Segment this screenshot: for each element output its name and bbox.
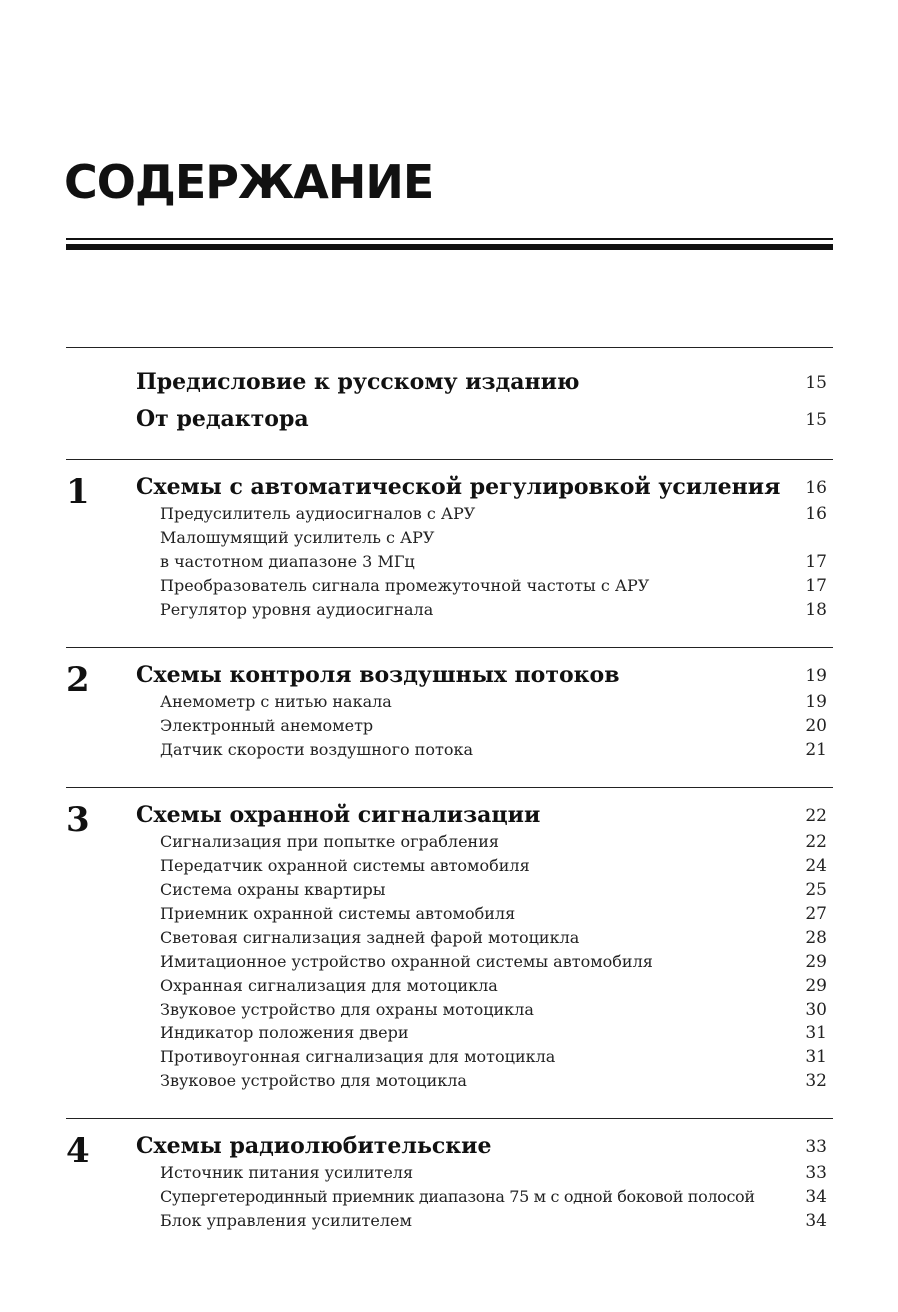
title-rule-thin xyxy=(66,238,833,240)
toc-entry-page: 28 xyxy=(805,928,827,948)
chapter-title: Схемы с автоматической регулировкой усиления xyxy=(136,474,781,500)
toc-entry-page: 18 xyxy=(805,600,827,620)
chapter-page: 22 xyxy=(805,806,827,826)
toc-entry[interactable] xyxy=(0,1187,898,1209)
separator xyxy=(66,787,833,788)
separator xyxy=(66,459,833,460)
toc-entry-page: 17 xyxy=(805,576,827,596)
toc-entry-title: Охранная сигнализация для мотоцикла xyxy=(160,976,498,995)
chapter-page: 33 xyxy=(805,1137,827,1157)
toc-entry-page: 27 xyxy=(805,904,827,924)
toc-entry-title: Регулятор уровня аудиосигнала xyxy=(160,600,434,619)
toc-entry-title: Сигнализация при попытке ограбления xyxy=(160,832,499,851)
toc-entry[interactable] xyxy=(0,904,898,926)
toc-entry[interactable] xyxy=(0,1071,898,1093)
toc-entry-page: 31 xyxy=(805,1047,827,1067)
toc-entry[interactable] xyxy=(0,1047,898,1069)
toc-entry[interactable] xyxy=(0,1163,898,1185)
toc-entry[interactable] xyxy=(0,504,898,526)
chapter-number: 3 xyxy=(66,800,90,840)
chapter-title: Схемы охранной сигнализации xyxy=(136,802,541,828)
chapter-number: 1 xyxy=(66,472,90,512)
toc-entry[interactable] xyxy=(0,976,898,998)
toc-entry-title: Звуковое устройство для охраны мотоцикла xyxy=(160,1000,534,1019)
toc-entry-title: Датчик скорости воздушного потока xyxy=(160,740,473,759)
toc-entry-page: 31 xyxy=(805,1023,827,1043)
toc-entry-title: Система охраны квартиры xyxy=(160,880,386,899)
toc-entry-page: 17 xyxy=(805,552,827,572)
toc-entry-page: 22 xyxy=(805,832,827,852)
toc-entry-title: Противоугонная сигнализация для мотоцикла xyxy=(160,1047,556,1066)
toc-entry-page: 34 xyxy=(805,1187,827,1207)
toc-entry-title: в частотном диапазоне 3 МГц xyxy=(160,552,415,571)
toc-entry-page: 29 xyxy=(805,952,827,972)
toc-entry-title: Источник питания усилителя xyxy=(160,1163,414,1182)
toc-entry-page: 33 xyxy=(805,1163,827,1183)
chapter-number: 2 xyxy=(66,660,90,700)
toc-front-entry[interactable] xyxy=(0,369,898,397)
toc-entry[interactable] xyxy=(0,740,898,762)
toc-entry-page: 20 xyxy=(805,716,827,736)
toc-entry-title: Анемометр с нитью накала xyxy=(160,692,392,711)
toc-entry[interactable] xyxy=(0,576,898,598)
toc-entry[interactable] xyxy=(0,1211,898,1233)
toc-entry-title: Имитационное устройство охранной системы автомобиля xyxy=(160,952,653,971)
toc-entry-title: Приемник охранной системы автомобиля xyxy=(160,904,516,923)
toc-entry[interactable] xyxy=(0,1000,898,1022)
toc-entry[interactable] xyxy=(0,1023,898,1045)
toc-entry-title: Предусилитель аудиосигналов с АРУ xyxy=(160,504,476,523)
toc-entry-title: Электронный анемометр xyxy=(160,716,374,735)
toc-entry[interactable] xyxy=(0,692,898,714)
toc-entry-page: 25 xyxy=(805,880,827,900)
toc-entry-title: Индикатор положения двери xyxy=(160,1023,409,1042)
chapter-heading[interactable] xyxy=(0,1133,898,1161)
toc-entry-title: Звуковое устройство для мотоцикла xyxy=(160,1071,467,1090)
separator xyxy=(66,347,833,348)
toc-entry-title: Передатчик охранной системы автомобиля xyxy=(160,856,530,875)
chapter-heading[interactable] xyxy=(0,662,898,690)
toc-entry[interactable] xyxy=(0,928,898,950)
toc-entry[interactable] xyxy=(0,528,898,550)
toc-entry-title: Малошумящий усилитель с АРУ xyxy=(160,528,435,547)
toc-entry-title: Блок управления усилителем xyxy=(160,1211,412,1230)
separator xyxy=(66,647,833,648)
toc-entry-page: 30 xyxy=(805,1000,827,1020)
chapter-title: Схемы контроля воздушных потоков xyxy=(136,662,620,688)
toc-entry[interactable] xyxy=(0,952,898,974)
page-title: СОДЕРЖАНИЕ xyxy=(64,155,434,209)
toc-entry-title: Световая сигнализация задней фарой мотоцикла xyxy=(160,928,580,947)
toc-entry[interactable] xyxy=(0,552,898,574)
toc-front-entry-title: От редактора xyxy=(136,406,309,432)
toc-front-entry-page: 15 xyxy=(805,410,827,430)
toc-entry-page: 16 xyxy=(805,504,827,524)
toc-entry-title: Супергетеродинный приемник диапазона 75 м с одной боковой полосой xyxy=(160,1187,755,1206)
toc-entry-title: Преобразователь сигнала промежуточной частоты с АРУ xyxy=(160,576,650,595)
toc-entry[interactable] xyxy=(0,716,898,738)
toc-entry-page: 34 xyxy=(805,1211,827,1231)
toc-entry[interactable] xyxy=(0,880,898,902)
chapter-page: 16 xyxy=(805,478,827,498)
toc-entry-page: 19 xyxy=(805,692,827,712)
toc-entry-page: 21 xyxy=(805,740,827,760)
toc-entry[interactable] xyxy=(0,600,898,622)
title-rule-thick xyxy=(66,244,833,250)
toc-entry-page: 24 xyxy=(805,856,827,876)
toc-front-entry[interactable] xyxy=(0,406,898,434)
toc-entry-page: 29 xyxy=(805,976,827,996)
chapter-heading[interactable] xyxy=(0,474,898,502)
toc-front-entry-title: Предисловие к русскому изданию xyxy=(136,369,580,395)
toc-entry[interactable] xyxy=(0,832,898,854)
toc-front-entry-page: 15 xyxy=(805,373,827,393)
separator xyxy=(66,1118,833,1119)
toc-entry[interactable] xyxy=(0,856,898,878)
chapter-number: 4 xyxy=(66,1131,90,1171)
chapter-title: Схемы радиолюбительские xyxy=(136,1133,492,1159)
chapter-heading[interactable] xyxy=(0,802,898,830)
toc-entry-page: 32 xyxy=(805,1071,827,1091)
chapter-page: 19 xyxy=(805,666,827,686)
